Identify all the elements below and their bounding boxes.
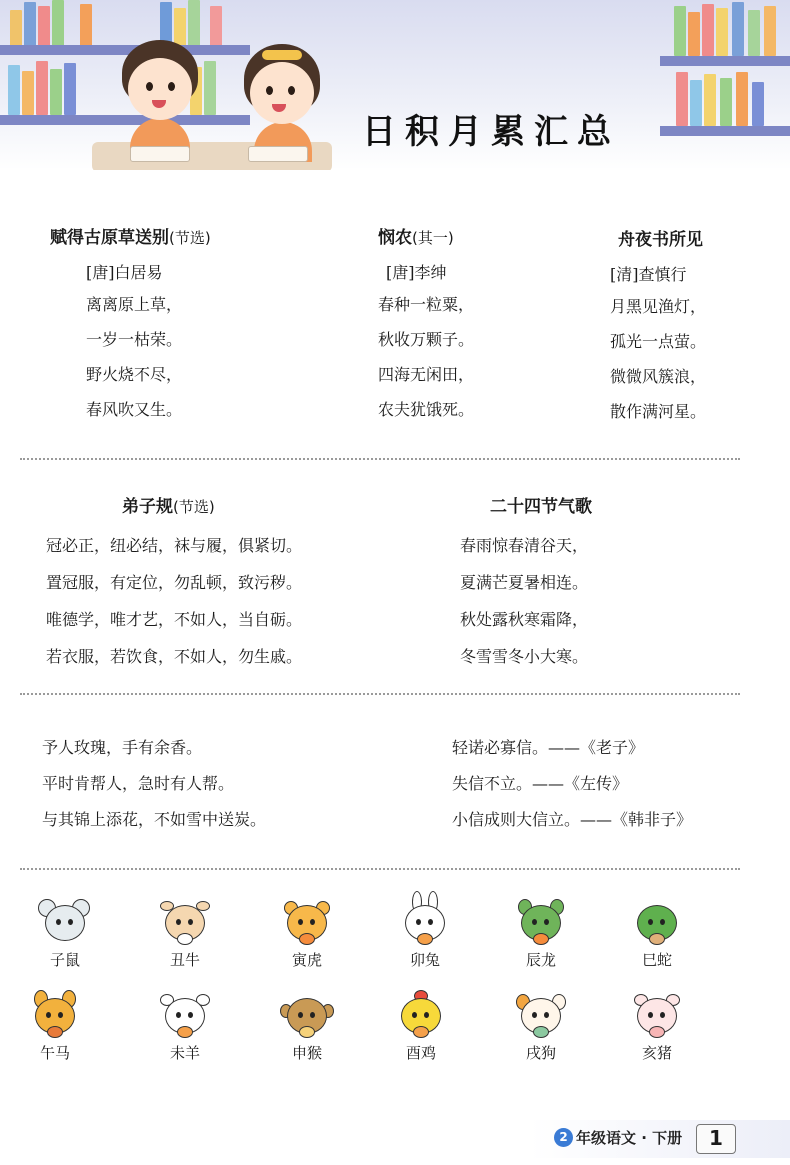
text-line: 夏满芒夏暑相连。 (460, 573, 589, 592)
dog-icon (518, 990, 564, 1040)
poem-author: [唐]白居易 (86, 263, 163, 282)
poem-author: [唐]李绅 (386, 263, 447, 282)
tiger-icon (284, 897, 330, 947)
poem-line: 一岁一枯荣。 (86, 330, 183, 349)
zodiac-label: 未羊 (169, 1044, 200, 1062)
zodiac-label: 巳蛇 (641, 951, 672, 969)
zodiac-label: 卯兔 (409, 951, 440, 969)
rabbit-icon (402, 897, 448, 947)
poem-line: 春种一粒粟， (378, 295, 475, 314)
poem-line: 孤光一点萤。 (610, 332, 707, 351)
pig-icon (634, 990, 680, 1040)
saying-line: 轻诺必寡信。——《老子》 (452, 738, 645, 757)
zodiac-item (20, 897, 110, 982)
text-line: 唯德学，唯才艺，不如人，当自砺。 (46, 610, 303, 629)
zodiac-label: 午马 (39, 1044, 70, 1062)
zodiac-label: 辰龙 (525, 951, 556, 969)
snake-icon (634, 897, 680, 947)
zodiac-label: 寅虎 (291, 951, 322, 969)
poem-title: 赋得古原草送别(节选) (50, 228, 211, 248)
zodiac-item (496, 990, 586, 1075)
poem-zhouye (610, 225, 706, 429)
zodiac-item (496, 897, 586, 982)
text-line: 春雨惊春清谷天， (460, 536, 589, 555)
header-banner (0, 0, 790, 170)
sayings-right (452, 730, 692, 838)
poem-line: 离离原上草， (86, 295, 183, 314)
poem-line: 秋收万颗子。 (378, 330, 475, 349)
zodiac-item (10, 990, 100, 1075)
shelf-board (660, 126, 790, 136)
girl-illustration (232, 42, 332, 162)
rooster-icon (398, 990, 444, 1040)
horse-icon (32, 990, 78, 1040)
poem-title: 悯农(其一) (378, 228, 454, 248)
text-line: 冬雪雪冬小大寒。 (460, 647, 589, 666)
zodiac-item (262, 990, 352, 1075)
zodiac-item (612, 990, 702, 1075)
saying-line: 小信成则大信立。——《韩非子》 (452, 810, 693, 829)
shelf-board (660, 56, 790, 66)
zodiac-label: 丑牛 (169, 951, 200, 969)
poem-line: 月黑见渔灯， (610, 297, 707, 316)
poem-line: 四海无闲田， (378, 365, 475, 384)
solar-terms-section (460, 492, 592, 675)
saying-line: 予人玫瑰，手有余香。 (42, 738, 203, 757)
open-book (248, 146, 308, 162)
text-line: 秋处露秋寒霜降， (460, 610, 589, 629)
open-book (130, 146, 190, 162)
section-title: 弟子规(节选) (122, 497, 215, 517)
poem-line: 散作满河星。 (610, 402, 707, 421)
goat-icon (162, 990, 208, 1040)
text-line: 冠必正，纽必结，袜与履，俱紧切。 (46, 536, 303, 555)
text-line: 置冠服，有定位，勿乱顿，致污秽。 (46, 573, 303, 592)
zodiac-item (140, 990, 230, 1075)
zodiac-item (612, 897, 702, 982)
grade-badge: 2 (554, 1128, 573, 1147)
boy-illustration (110, 40, 210, 160)
zodiac-label: 子鼠 (49, 951, 80, 969)
bookshelf-right-top (660, 0, 790, 56)
text-line: 若衣服，若饮食，不如人，勿生戚。 (46, 647, 303, 666)
zodiac-item (140, 897, 230, 982)
sayings-left (42, 730, 266, 838)
page-title: 日积月累汇总 (362, 112, 620, 152)
poem-minnong (378, 223, 474, 427)
zodiac-label: 申猴 (291, 1044, 322, 1062)
poem-line: 农夫犹饿死。 (378, 400, 475, 419)
poem-title: 舟夜书所见 (618, 230, 703, 250)
section-divider (20, 693, 740, 695)
ox-icon (162, 897, 208, 947)
page-number: 1 (696, 1124, 736, 1154)
dragon-icon (518, 897, 564, 947)
zodiac-item (262, 897, 352, 982)
zodiac-item (380, 897, 470, 982)
zodiac-item (376, 990, 466, 1075)
poem-line: 春风吹又生。 (86, 400, 183, 419)
book-label: 年级语文 · 下册 (576, 1129, 683, 1147)
monkey-icon (284, 990, 330, 1040)
section-divider (20, 458, 740, 460)
saying-line: 失信不立。——《左传》 (452, 774, 629, 793)
poem-fudegu (50, 223, 211, 427)
section-divider (20, 868, 740, 870)
saying-line: 平时肯帮人，急时有人帮。 (42, 774, 235, 793)
poem-author: [清]查慎行 (610, 265, 687, 284)
poem-line: 微微风簇浪， (610, 367, 707, 386)
zodiac-label: 亥猪 (641, 1044, 672, 1062)
bookshelf-right-bottom (660, 66, 790, 126)
zodiac-label: 戌狗 (525, 1044, 556, 1062)
saying-line: 与其锦上添花，不如雪中送炭。 (42, 810, 267, 829)
dizigui-section (46, 492, 302, 675)
section-title: 二十四节气歌 (490, 497, 592, 517)
poem-line: 野火烧不尽， (86, 365, 183, 384)
mouse-icon (42, 897, 88, 947)
zodiac-label: 酉鸡 (405, 1044, 436, 1062)
